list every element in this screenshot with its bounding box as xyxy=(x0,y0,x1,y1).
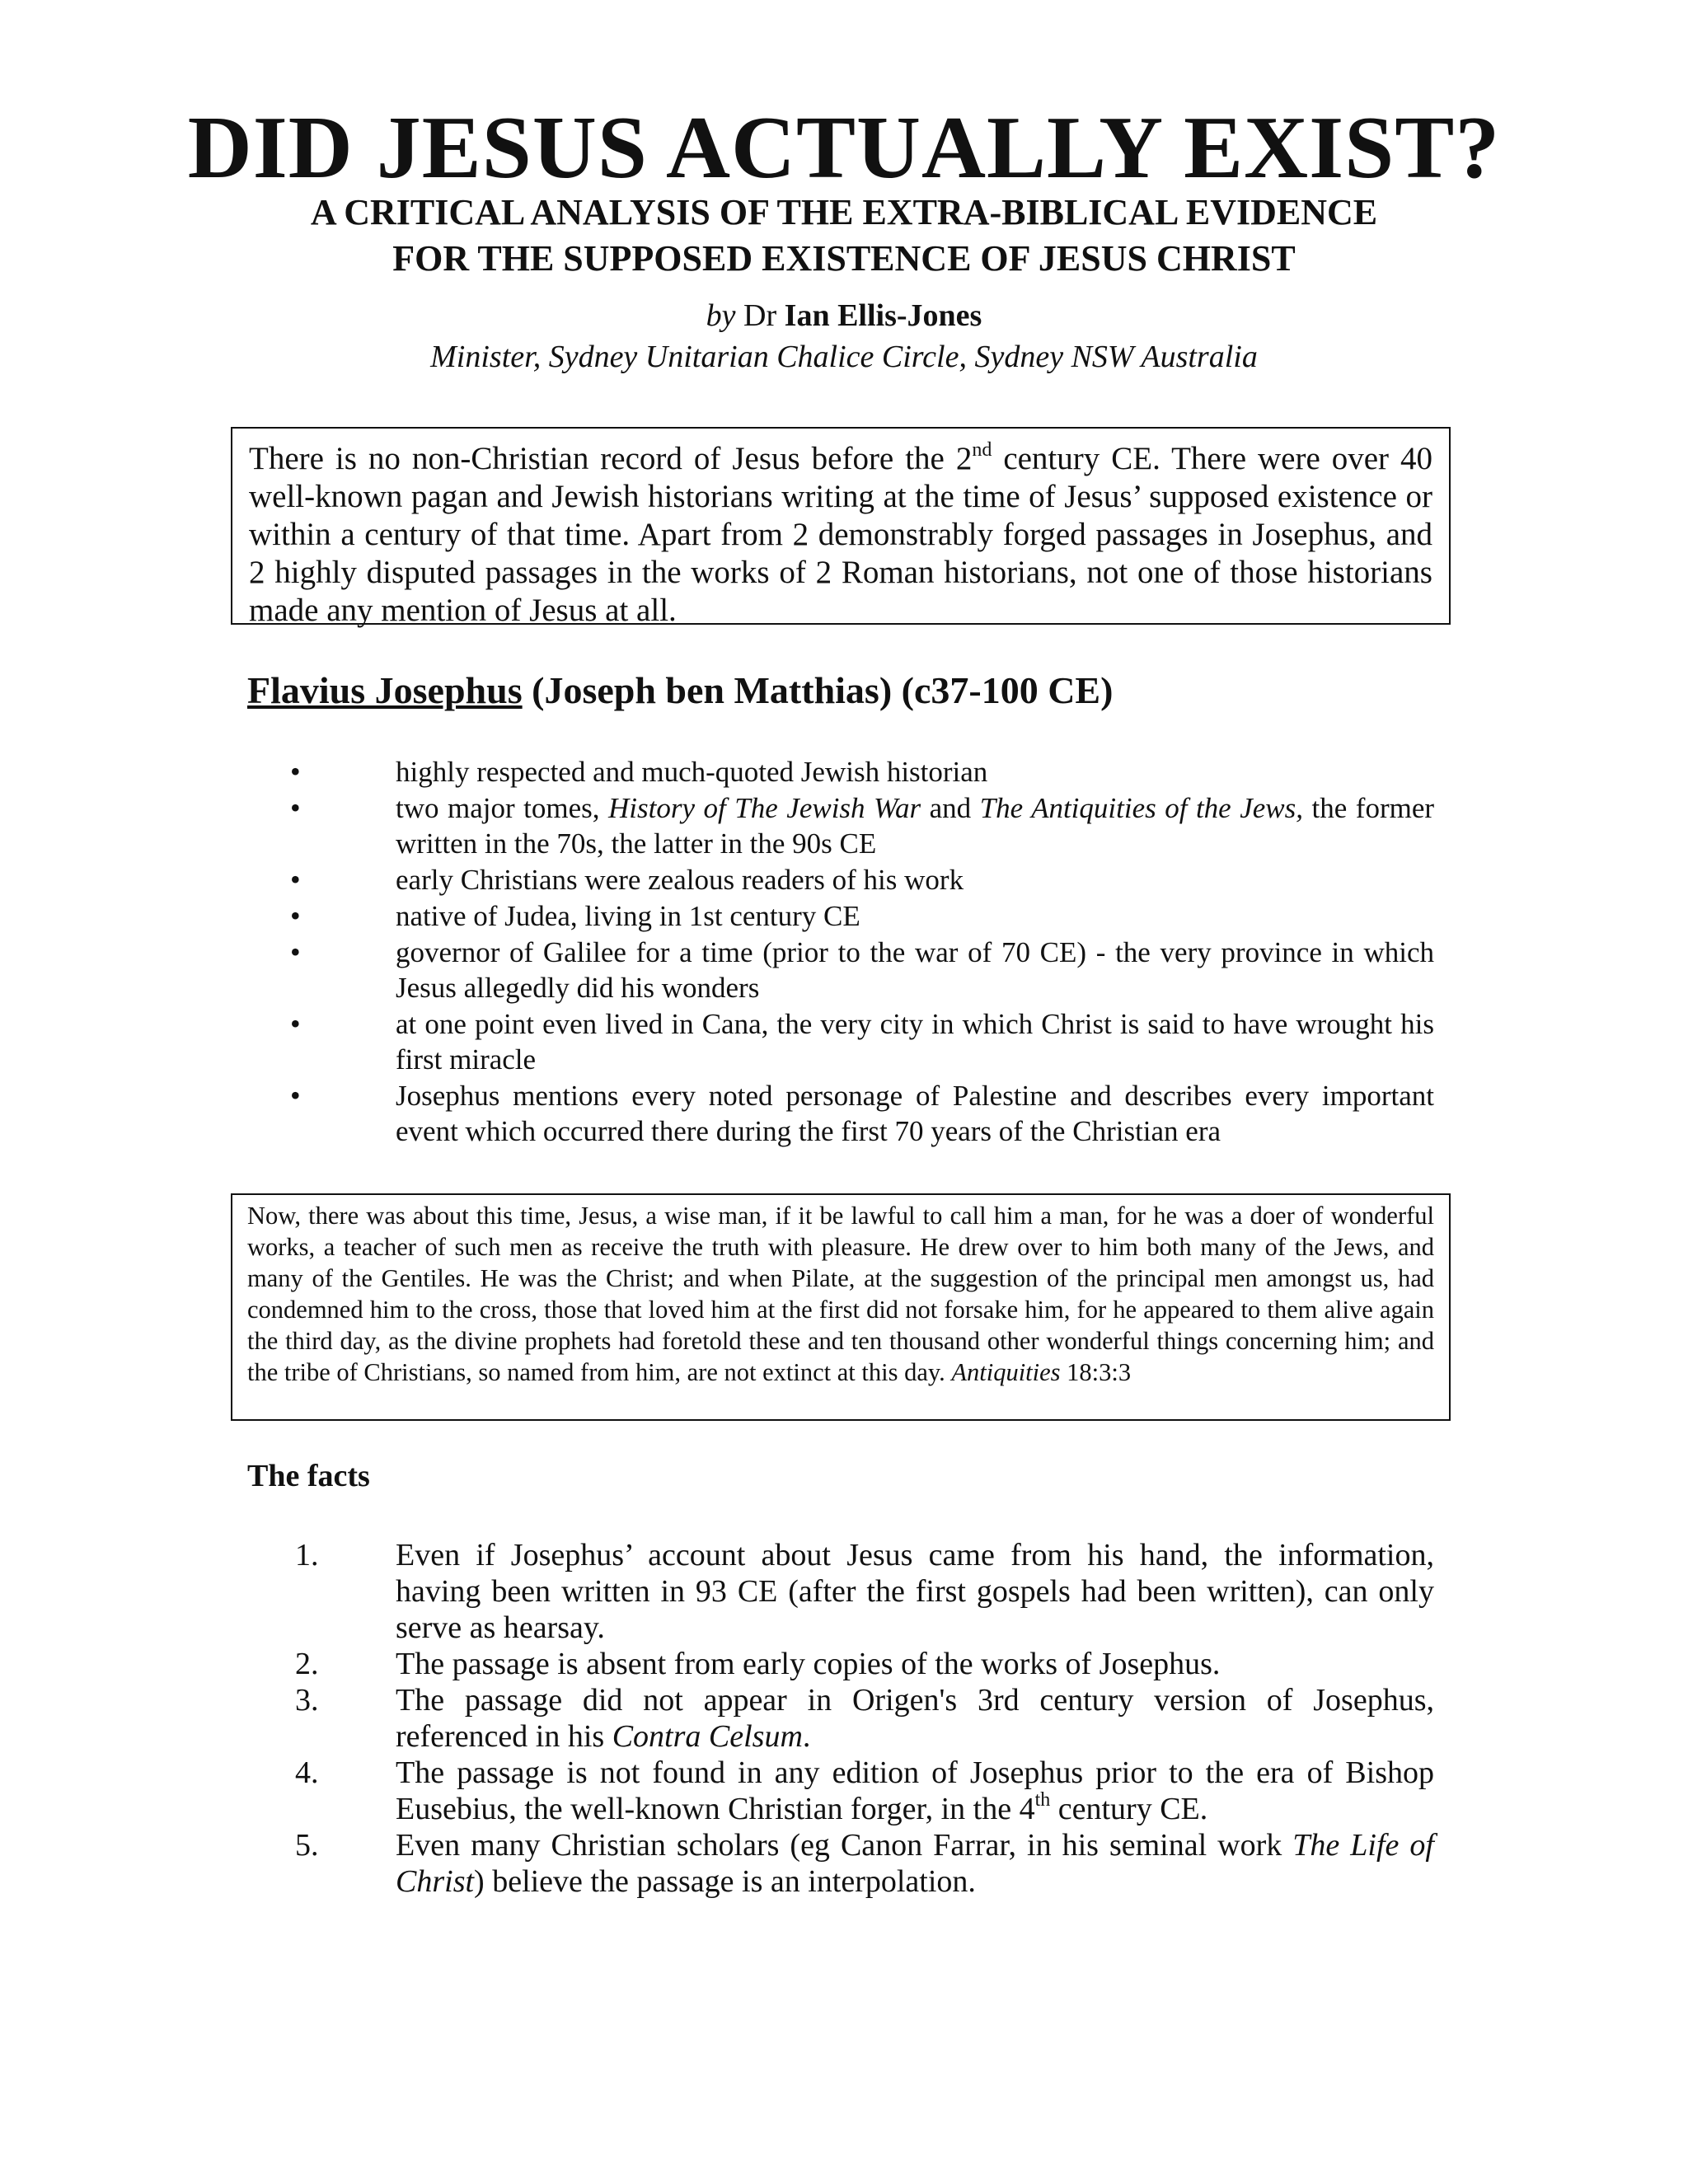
list-item xyxy=(247,1755,1434,1827)
fact-text: Even if Josephus’ account about Jesus came from his hand, the information, having been written in 93 CE (after the first gospels had been written), can only serve as hearsay. xyxy=(396,1538,1434,1645)
list-item xyxy=(247,1537,1434,1646)
bullet-icon: • xyxy=(290,1007,301,1040)
bullet-icon: • xyxy=(290,755,301,788)
facts-list xyxy=(247,1537,1434,1900)
byline-title: Dr xyxy=(743,298,777,333)
section-heading-josephus xyxy=(247,668,1113,714)
fact-text: The passage is not found in any edition of Josephus prior to the era of Bishop Eusebius, the well-known Christian forger, in the 4 xyxy=(396,1755,1434,1826)
list-item xyxy=(247,898,1434,934)
bullet-text: highly respected and much-quoted Jewish historian xyxy=(396,756,988,788)
bullet-icon: • xyxy=(290,1079,301,1112)
document-subtitle xyxy=(0,190,1688,282)
subtitle-line-2: FOR THE SUPPOSED EXISTENCE OF JESUS CHRIST xyxy=(392,238,1296,279)
list-item xyxy=(247,862,1434,898)
subtitle-line-1: A CRITICAL ANALYSIS OF THE EXTRA-BIBLICAL EVIDENCE xyxy=(310,192,1378,232)
list-item xyxy=(247,1827,1434,1900)
list-item xyxy=(247,1006,1434,1077)
bullet-icon: • xyxy=(290,935,301,968)
byline xyxy=(0,297,1688,335)
bullet-icon: • xyxy=(290,863,301,896)
fact-text: The passage did not appear in Origen's 3rd century version of Josephus, referenced in his xyxy=(396,1683,1434,1754)
bullet-text: native of Judea, living in 1st century CE xyxy=(396,900,860,932)
fact-text: Even many Christian scholars (eg Canon Farrar, in his seminal work xyxy=(396,1828,1293,1863)
item-number: 2. xyxy=(295,1647,319,1681)
bullet-text: Josephus mentions every noted personage of Palestine and describes every important event which occurred there during the first 70 years of the Christian era xyxy=(396,1080,1434,1147)
bullet-icon: • xyxy=(290,791,301,824)
list-item xyxy=(247,1682,1434,1755)
bullet-text: early Christians were zealous readers of his work xyxy=(396,864,964,896)
author-affiliation: Minister, Sydney Unitarian Chalice Circle, Sydney NSW Australia xyxy=(430,340,1258,374)
document-title: DID JESUS ACTUALLY EXIST? xyxy=(187,99,1501,197)
ordinal-suffix: th xyxy=(1034,1789,1051,1811)
quote-source-work: Antiquities xyxy=(951,1358,1061,1386)
item-number: 4. xyxy=(295,1755,319,1790)
fact-text: . xyxy=(802,1719,811,1754)
antiquities-quote-box xyxy=(231,1193,1451,1421)
work-title: Contra Celsum xyxy=(612,1719,803,1754)
author-name: Ian Ellis-Jones xyxy=(784,298,982,333)
bullet-icon: • xyxy=(290,899,301,932)
intro-ordinal-suffix: nd xyxy=(972,439,992,461)
intro-text-part-2: century CE. There were over 40 well-known pagan and Jewish historians writing at the time of Jesus’ supposed existence or within a century of that time. Apart from 2 demonstrably forged passages in Josephus, and 2 highly disputed passages in the works of 2 Roman historians, not one of those historians made any mention of Jesus at all. xyxy=(249,441,1432,628)
list-item xyxy=(247,1646,1434,1682)
work-title: The Life of Christ xyxy=(396,1828,1434,1899)
fact-text: ) believe the passage is an interpolation. xyxy=(474,1864,976,1899)
bullet-text: and xyxy=(921,792,980,824)
item-number: 1. xyxy=(295,1538,319,1572)
work-title: The Antiquities of the Jews, xyxy=(979,792,1304,824)
list-item xyxy=(247,1078,1434,1149)
section-heading-rest: (Joseph ben Matthias) (c37-100 CE) xyxy=(522,669,1114,711)
facts-heading: The facts xyxy=(247,1459,370,1493)
quote-text: Now, there was about this time, Jesus, a wise man, if it be lawful to call him a man, for he was a doer of wonderful works, a teacher of such men as receive the truth with pleasure. He drew over to him both many of the Jews, and many of the Gentiles. He was the Christ; and when Pilate, at the suggestion of the principal men amongst us, had condemned him to the cross, those that loved him at the first did not forsake him, for he appeared to them alive again the third day, as the divine prophets had foretold these and ten thousand other wonderful things concerning him; and the tribe of Christians, so named from him, are not extinct at this day. xyxy=(247,1202,1434,1386)
bullet-text: the former written in the 70s, the latter in the 90s CE xyxy=(396,792,1435,860)
work-title: History of The Jewish War xyxy=(608,792,921,824)
item-number: 5. xyxy=(295,1828,319,1863)
quote-source-ref: 18:3:3 xyxy=(1060,1358,1132,1386)
section-heading-name: Flavius Josephus xyxy=(247,669,523,711)
byline-by: by xyxy=(706,298,736,333)
fact-text: century CE. xyxy=(1050,1792,1208,1826)
josephus-bullet-list xyxy=(247,754,1434,1150)
list-item xyxy=(247,790,1434,861)
bullet-text: governor of Galilee for a time (prior to the war of 70 CE) - the very province in which Jesus allegedly did his wonders xyxy=(396,936,1434,1004)
intro-summary-box xyxy=(231,427,1451,628)
item-number: 3. xyxy=(295,1683,319,1718)
bullet-text: at one point even lived in Cana, the very city in which Christ is said to have wrought his first miracle xyxy=(396,1008,1434,1076)
list-item xyxy=(247,935,1434,1005)
intro-text-part-1: There is no non-Christian record of Jesus before the 2 xyxy=(249,441,973,476)
bullet-text: two major tomes, xyxy=(396,792,609,824)
list-item xyxy=(247,754,1434,790)
fact-text: The passage is absent from early copies of the works of Josephus. xyxy=(396,1647,1221,1681)
